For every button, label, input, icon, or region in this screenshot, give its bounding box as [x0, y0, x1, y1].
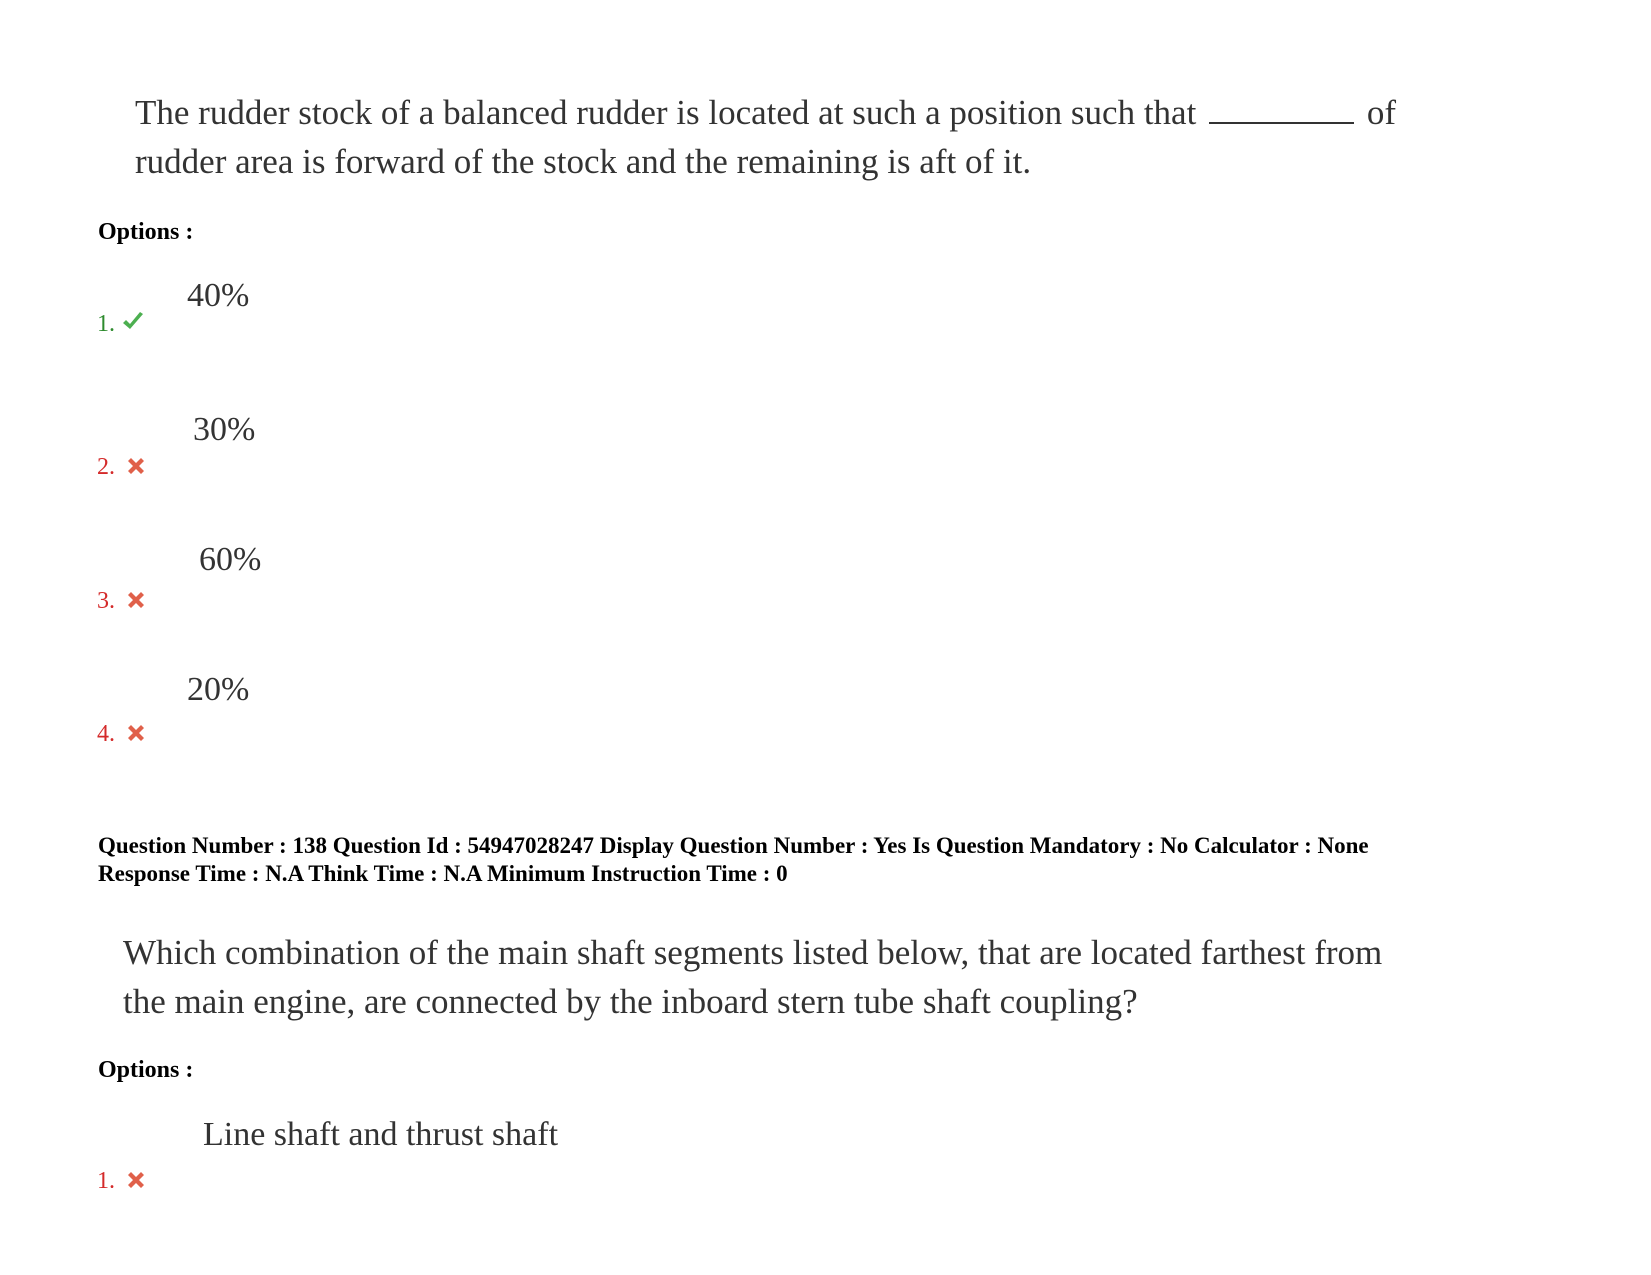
question-138-line-2: the main engine, are connected by the inboard stern tube shaft coupling? — [123, 982, 1138, 1021]
option-number: 1. — [97, 1168, 115, 1194]
question-137-text-part2: of — [1366, 93, 1396, 132]
option-text: 30% — [193, 411, 256, 448]
question-138-text — [123, 928, 1382, 1026]
options-label: Options : — [98, 1057, 194, 1083]
fill-in-blank — [1209, 94, 1354, 124]
question-137-text-part1: The rudder stock of a balanced rudder is located at such a position such that — [135, 93, 1197, 132]
option-number: 4. — [97, 721, 115, 747]
check-icon — [121, 310, 145, 334]
option-text: 40% — [187, 277, 250, 314]
question-meta-line-1: Question Number : 138 Question Id : 54947028247 Display Question Number : Yes Is Question Mandatory : No Calculator : None — [98, 833, 1369, 858]
question-137-line-2: rudder area is forward of the stock and the remaining is aft of it. — [135, 142, 1032, 181]
question-137-text — [135, 88, 1396, 186]
cross-icon — [124, 454, 148, 478]
question-meta-line-2: Response Time : N.A Think Time : N.A Minimum Instruction Time : 0 — [98, 861, 788, 886]
options-label: Options : — [98, 219, 194, 245]
option-number: 3. — [97, 588, 115, 614]
option-text: Line shaft and thrust shaft — [203, 1116, 559, 1153]
question-138-line-1: Which combination of the main shaft segments listed below, that are located farthest from — [123, 933, 1383, 972]
option-number: 1. — [97, 311, 115, 337]
cross-icon — [124, 721, 148, 745]
cross-icon — [124, 588, 148, 612]
option-text: 60% — [199, 541, 262, 578]
option-text: 20% — [187, 671, 250, 708]
cross-icon — [124, 1168, 148, 1192]
question-137-line-1 — [135, 88, 1396, 137]
option-number: 2. — [97, 454, 115, 480]
